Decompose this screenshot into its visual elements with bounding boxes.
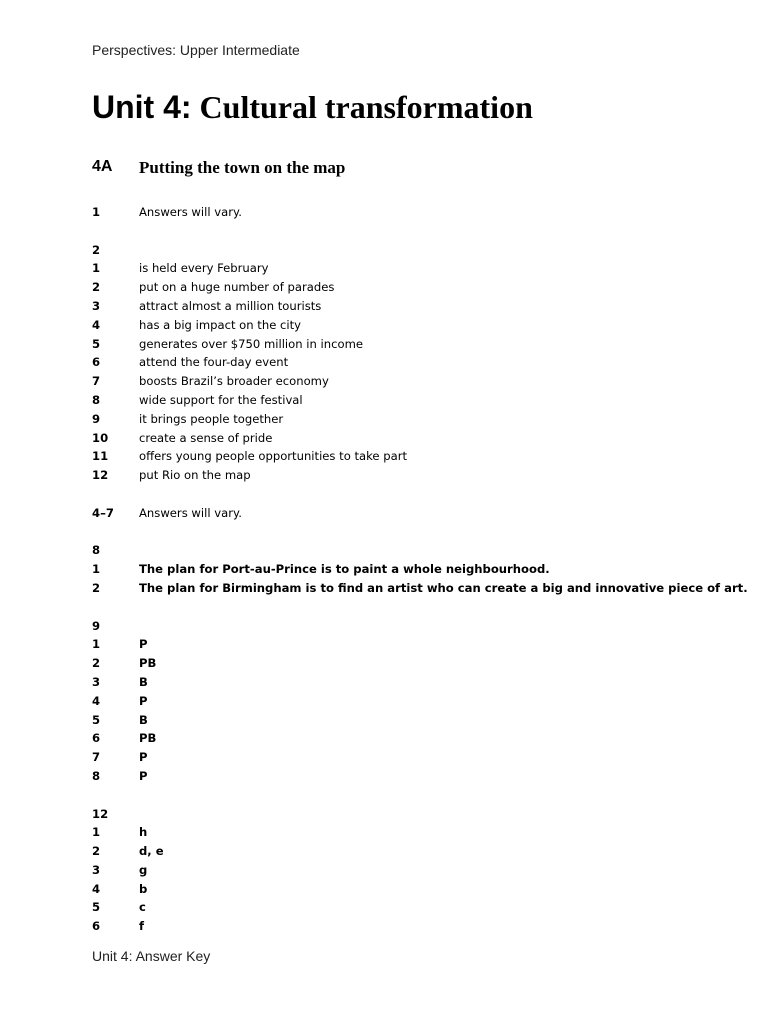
section-number: 4A — [92, 158, 113, 175]
answer-row — [92, 429, 712, 448]
item-number: 1 — [92, 637, 101, 652]
item-number: 1 — [92, 825, 101, 840]
answer-row — [92, 842, 712, 861]
answer-row — [92, 447, 712, 466]
answer-text: it brings people together — [139, 411, 284, 426]
answer-text: The plan for Birmingham is to find an artist who can create a big and innovative piece of art. — [139, 580, 748, 595]
item-number: 1 — [92, 562, 101, 577]
answer-text: put on a huge number of parades — [139, 280, 335, 295]
item-number: 12 — [92, 468, 109, 483]
exercise-4-7 — [92, 504, 712, 523]
item-number: 4 — [92, 881, 101, 896]
answer-text: B — [139, 674, 148, 689]
answer-text: offers young people opportunities to take part — [139, 449, 408, 464]
answer-row — [92, 673, 712, 692]
item-number: 6 — [92, 355, 101, 370]
answer-row — [92, 410, 712, 429]
answer-row — [92, 353, 712, 372]
answer-text: boosts Brazil’s broader economy — [139, 374, 329, 389]
exercise-9-heading — [92, 617, 712, 636]
answer-text: f — [139, 919, 145, 934]
item-number: 4 — [92, 317, 101, 332]
answer-text: Answers will vary. — [139, 205, 242, 219]
page-title — [92, 88, 533, 126]
answer-text: is held every February — [139, 261, 269, 276]
item-number: 7 — [92, 750, 101, 765]
answer-row — [92, 635, 712, 654]
item-number: 6 — [92, 919, 101, 934]
page-footer: Unit 4: Answer Key — [92, 948, 211, 964]
answer-text: h — [139, 825, 148, 840]
answer-text: generates over $750 million in income — [139, 336, 364, 351]
item-number: 9 — [92, 411, 101, 426]
item-number: 7 — [92, 374, 101, 389]
item-number: 8 — [92, 392, 101, 407]
answer-text: b — [139, 881, 148, 896]
answer-row — [92, 711, 712, 730]
exercise-2-heading — [92, 241, 712, 260]
answer-row — [92, 729, 712, 748]
item-number: 8 — [92, 768, 101, 783]
title-unit: Unit 4: — [92, 89, 192, 125]
item-number: 5 — [92, 712, 101, 727]
answer-text: g — [139, 862, 148, 877]
answer-row — [92, 372, 712, 391]
answer-row — [92, 335, 712, 354]
answer-text: wide support for the festival — [139, 392, 303, 407]
item-number: 5 — [92, 900, 101, 915]
title-text: Cultural transformation — [191, 89, 533, 125]
exercise-12-heading — [92, 805, 712, 824]
item-number: 5 — [92, 336, 101, 351]
exercise-number: 1 — [92, 205, 101, 219]
answer-row — [92, 861, 712, 880]
answer-text: has a big impact on the city — [139, 317, 302, 332]
answer-text: PB — [139, 656, 157, 671]
answer-row — [92, 579, 748, 598]
exercise-9-list — [92, 635, 712, 785]
answer-text: P — [139, 693, 148, 708]
exercise-8-list — [92, 560, 748, 598]
item-number: 10 — [92, 430, 109, 445]
item-number: 11 — [92, 449, 109, 464]
answer-row — [92, 278, 712, 297]
answer-text: PB — [139, 731, 157, 746]
answer-row — [92, 880, 712, 899]
answer-text: d, e — [139, 844, 164, 859]
item-number: 2 — [92, 656, 101, 671]
answer-row — [92, 748, 712, 767]
answer-row — [92, 692, 712, 711]
item-number: 1 — [92, 261, 101, 276]
answer-row — [92, 560, 712, 579]
answer-text: Answers will vary. — [139, 505, 242, 520]
item-number: 3 — [92, 674, 101, 689]
exercise-number: 4–7 — [92, 505, 114, 520]
answer-text: P — [139, 768, 148, 783]
item-number: 3 — [92, 298, 101, 313]
answer-row — [92, 767, 712, 786]
exercise-number: 12 — [92, 806, 109, 821]
answer-text: attract almost a million tourists — [139, 298, 322, 313]
answer-row — [92, 898, 712, 917]
answer-text: put Rio on the map — [139, 468, 251, 483]
item-number: 2 — [92, 580, 101, 595]
section-title: Putting the town on the map — [139, 158, 346, 177]
exercise-12-list — [92, 823, 712, 936]
answer-text: create a sense of pride — [139, 430, 273, 445]
answer-row — [92, 316, 712, 335]
item-number: 4 — [92, 693, 101, 708]
item-number: 6 — [92, 731, 101, 746]
answer-row — [92, 654, 712, 673]
answer-row — [92, 823, 712, 842]
answer-row — [92, 391, 712, 410]
item-number: 2 — [92, 844, 101, 859]
exercise-number: 9 — [92, 618, 101, 633]
answer-text: B — [139, 712, 148, 727]
exercise-number: 8 — [92, 543, 101, 558]
answer-text: The plan for Port-au-Prince is to paint a whole neighbourhood. — [139, 562, 550, 577]
answer-row — [92, 297, 712, 316]
exercise-8-heading — [92, 541, 712, 560]
page-header: Perspectives: Upper Intermediate — [92, 42, 300, 58]
answer-text: P — [139, 637, 148, 652]
answer-row — [92, 466, 712, 485]
answer-key-content — [92, 203, 748, 936]
exercise-1 — [92, 203, 712, 222]
item-number: 2 — [92, 280, 101, 295]
exercise-2-list — [92, 259, 712, 485]
answer-text: attend the four-day event — [139, 355, 289, 370]
answer-text: P — [139, 750, 148, 765]
answer-text: c — [139, 900, 146, 915]
answer-row — [92, 917, 712, 936]
answer-row — [92, 259, 712, 278]
exercise-number: 2 — [92, 242, 101, 257]
item-number: 3 — [92, 862, 101, 877]
